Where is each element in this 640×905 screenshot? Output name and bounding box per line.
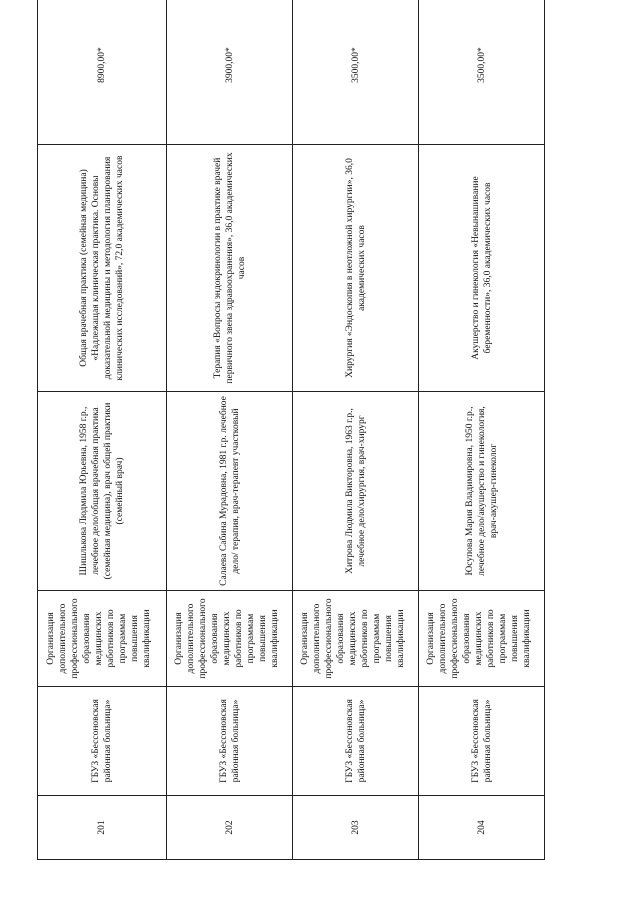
training-type-text: Организация дополнительного профессионального образования медицинских работников по программам повышения квалификации	[425, 598, 532, 679]
amount-cell: 3500,00*	[419, 0, 545, 145]
table-row	[38, 0, 167, 860]
training-table	[37, 0, 545, 860]
organization-cell: ГБУЗ «Бессоновская районная больница»	[38, 687, 167, 796]
training-type-text: Организация дополнительного профессионального образования медицинских работников по программам повышения квалификации	[173, 598, 280, 679]
document-page	[37, 40, 532, 860]
amount-cell: 3900,00*	[167, 0, 293, 145]
training-type-text: Организация дополнительного профессионального образования медицинских работников по программам повышения квалификации	[46, 598, 152, 679]
table-row	[167, 0, 293, 860]
training-type-cell	[419, 591, 545, 687]
organization-cell: ГБУЗ «Бессоновская районная больница»	[293, 687, 419, 796]
program-cell: Терапия «Вопросы эндокринологии в практике врачей первичного звена здравоохранения», 36,0 академических часов	[167, 145, 293, 392]
row-number: 201	[38, 796, 167, 860]
training-type-text: Организация дополнительного профессионального образования медицинских работников по программам повышения квалификации	[299, 598, 406, 679]
employee-cell: Юсупова Мария Владимировна, 1950 г.р., лечебное дело/акушерство и гинекология, врач-акушер-гинеколог	[419, 392, 545, 591]
training-type-cell	[167, 591, 293, 687]
row-number: 204	[419, 796, 545, 860]
program-cell: Акушерство и гинекология «Невынашивание беременности», 36,0 академических часов	[419, 145, 545, 392]
amount-cell: 3500,00*	[293, 0, 419, 145]
training-type-cell	[38, 591, 167, 687]
employee-cell: Салаева Сабина Мурадовна, 1981 г.р. лечебное дело/ терапия, врач-терапевт участковый	[167, 392, 293, 591]
training-type-cell	[293, 591, 419, 687]
program-cell: Хирургия «Эндоскопия в неотложной хирургии», 36,0 академических часов	[293, 145, 419, 392]
table-row	[419, 0, 545, 860]
organization-cell: ГБУЗ «Бессоновская районная больница»	[167, 687, 293, 796]
organization-cell: ГБУЗ «Бессоновская районная больница»	[419, 687, 545, 796]
table-row	[293, 0, 419, 860]
row-number: 203	[293, 796, 419, 860]
employee-cell: Хитрова Людмила Викторовна, 1963 г.р., лечебное дело/хирургия, врач-хирург	[293, 392, 419, 591]
row-number: 202	[167, 796, 293, 860]
rotated-table-container	[37, 40, 532, 860]
amount-cell: 8900,00*	[38, 0, 167, 145]
program-cell: Общая врачебная практика (семейная медицина) «Надлежащая клиническая практика. Основы доказательной медицины и методология планирования клинических исследований», 72,0 академических часов	[38, 145, 167, 392]
employee-cell: Шишлькова Людмила Юрьевна, 1958 г.р., лечебное дело/общая врачебная практика (семейная медицина), врач общей практики (семейный врач)	[38, 392, 167, 591]
